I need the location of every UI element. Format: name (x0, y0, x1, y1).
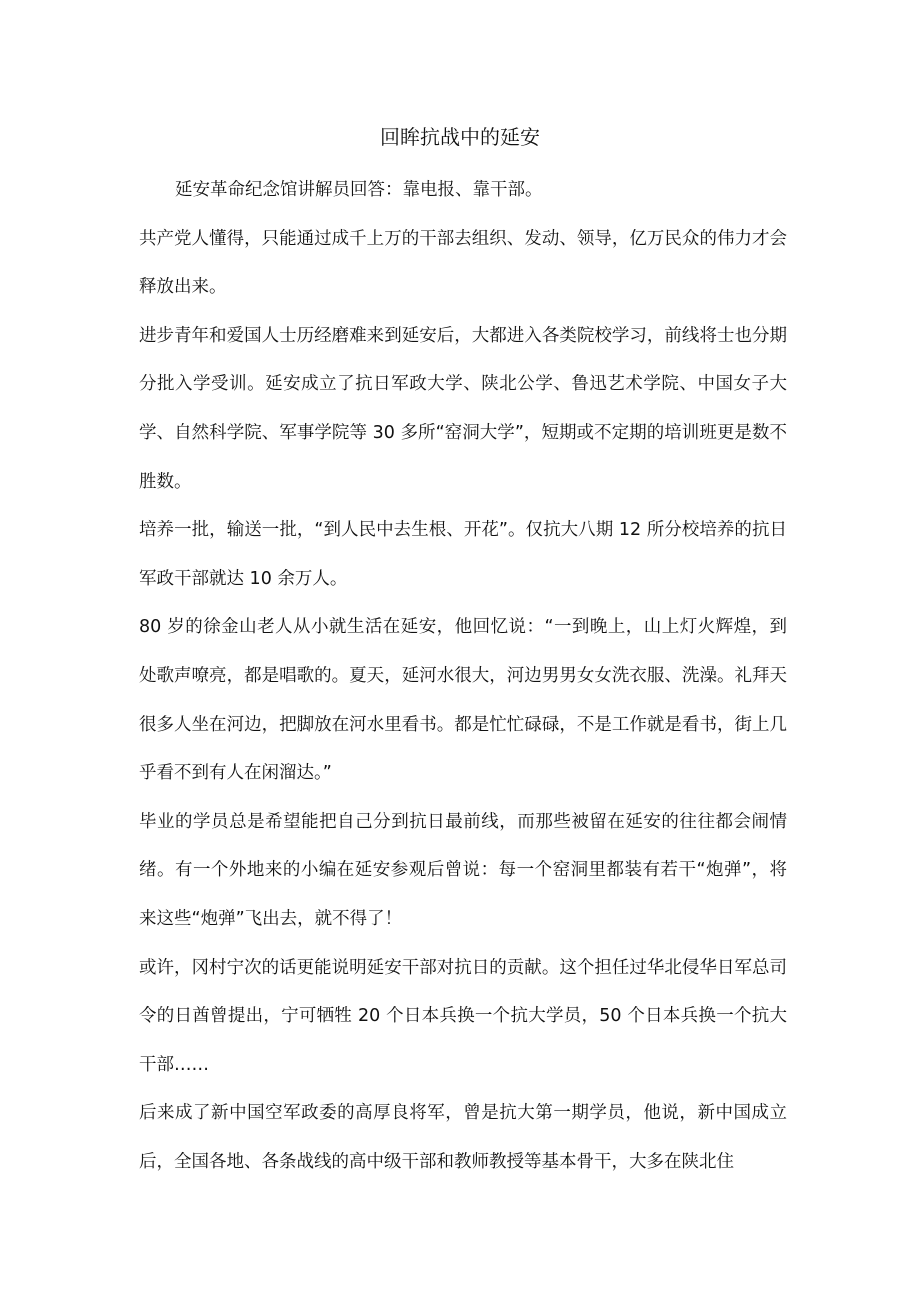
paragraph: 培养一批，输送一批，“到人民中去生根、开花”。仅抗大八期 12 所分校培养的抗日军政干部就达 10 余万人。 (139, 520, 787, 589)
document-body (139, 166, 787, 1186)
document-title: 回眸抗战中的延安 (380, 125, 540, 149)
paragraph-intro: 延安革命纪念馆讲解员回答：靠电报、靠干部。 (175, 180, 543, 200)
paragraph: 毕业的学员总是希望能把自己分到抗日最前线，而那些被留在延安的往往都会闹情绪。有一个外地来的小编在延安参观后曾说：每一个窑洞里都装有若干“炮弹”，将来这些“炮弹”飞出去，就不得了！ (139, 811, 787, 929)
paragraph: 80 岁的徐金山老人从小就生活在延安，他回忆说：“一到晚上，山上灯火辉煌，到处歌声嘹亮，都是唱歌的。夏天，延河水很大，河边男男女女洗衣服、洗澡。礼拜天很多人坐在河边，把脚放在河水里看书。都是忙忙碌碌，不是工作就是看书，街上几乎看不到有人在闲溜达。” (139, 617, 787, 784)
paragraph: 后来成了新中国空军政委的高厚良将军，曾是抗大第一期学员，他说，新中国成立后，全国各地、各条战线的高中级干部和教师教授等基本骨干，大多在陕北住 (139, 1103, 787, 1172)
paragraph: 或许，冈村宁次的话更能说明延安干部对抗日的贡献。这个担任过华北侵华日军总司令的日酋曾提出，宁可牺牲 20 个日本兵换一个抗大学员，50 个日本兵换一个抗大干部…… (139, 957, 787, 1075)
paragraph: 进步青年和爱国人士历经磨难来到延安后，大都进入各类院校学习，前线将士也分期分批入学受训。延安成立了抗日军政大学、陕北公学、鲁迅艺术学院、中国女子大学、自然科学院、军事学院等 30 多所“窑洞大学”，短期或不定期的培训班更是数不胜数。 (139, 325, 787, 492)
paragraph: 共产党人懂得，只能通过成千上万的干部去组织、发动、领导，亿万民众的伟力才会释放出来。 (139, 228, 787, 298)
